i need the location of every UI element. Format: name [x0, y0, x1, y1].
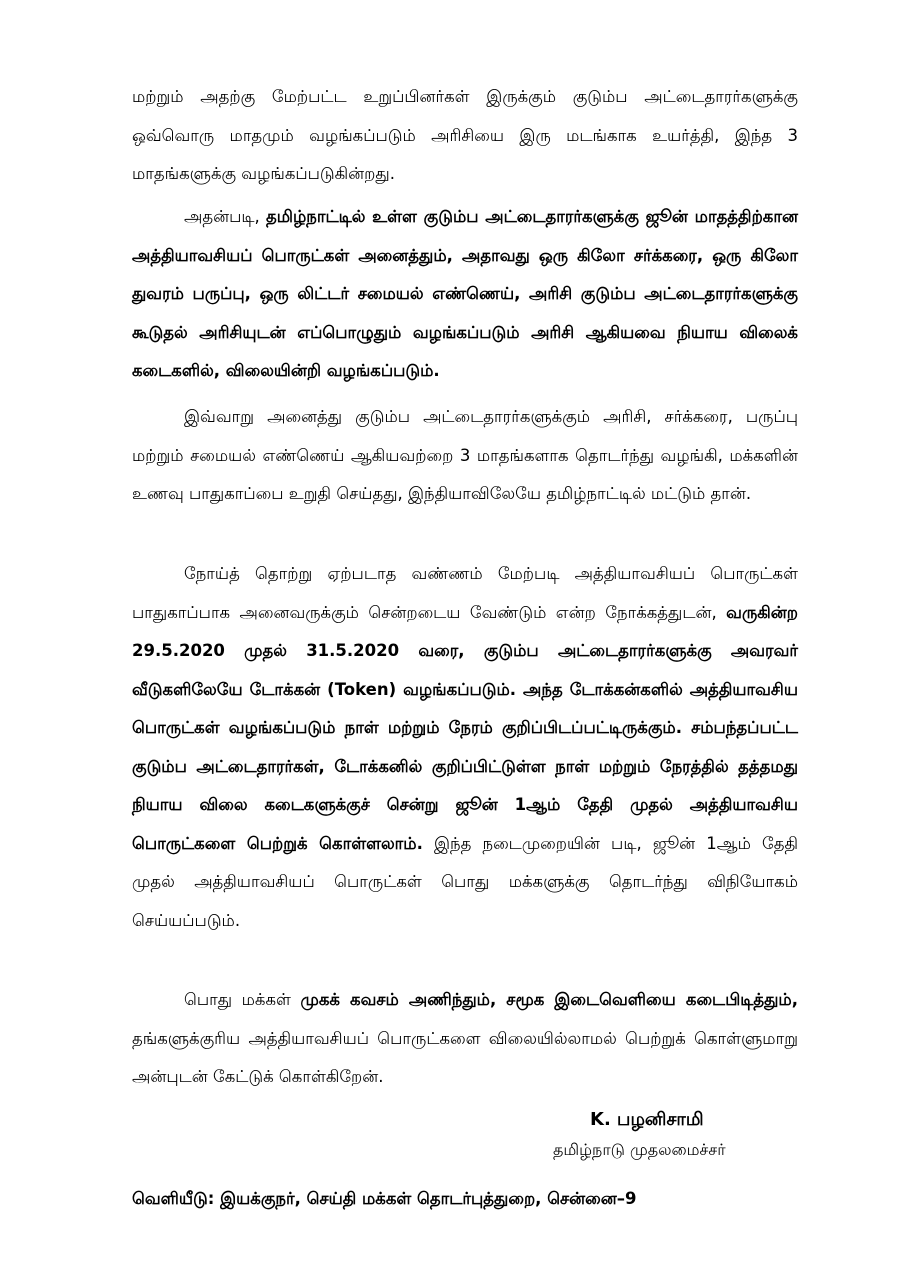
paragraph-rice-allocation: மற்றும் அதற்கு மேற்பட்ட உறுப்பினர்கள் இருக்கும் குடும்ப அட்டைதாரர்களுக்கு ஒவ்வொரு மாதமும் வழங்கப்படும் அரிசியை இரு மடங்காக உயர்த்தி, இந்த 3 மாதங்களுக்கு வழங்கப்படுகின்றது. — [132, 87, 798, 183]
release-footer: வெளியீடு: இயக்குநர், செய்தி மக்கள் தொடர்புத்துறை, சென்னை–9 — [132, 1189, 637, 1208]
signature-title: தமிழ்நாடு முதலமைச்சர் — [553, 1140, 726, 1159]
paragraph-public-request — [132, 981, 798, 1097]
signature-name: K. பழனிசாமி — [590, 1109, 704, 1130]
paragraph-lead: பொது மக்கள் — [184, 990, 301, 1009]
paragraph-lead: நோய்த் தொற்று ஏற்படாத வண்ணம் மேற்படி அத்தியாவசியப் பொருட்கள் பாதுகாப்பாக அனைவருக்கும் சென்றடைய வேண்டும் என்ற நோக்கத்துடன், — [132, 564, 798, 622]
paragraph-bold-essentials: தமிழ்நாட்டில் உள்ள குடும்ப அட்டைதாரர்களுக்கு ஜூன் மாதத்திற்கான அத்தியாவசியப் பொருட்கள் அனைத்தும், அதாவது ஒரு கிலோ சர்க்கரை, ஒரு கிலோ துவரம் பருப்பு, ஒரு லிட்டர் சமையல் எண்ணெய், அரிசி குடும்ப அட்டைதாரர்களுக்கு கூடுதல் அரிசியுடன் எப்பொழுதும் வழங்கப்படும் அரிசி ஆகியவை நியாய விலைக் கடைகளில், விலையின்றி வழங்கப்படும். — [132, 207, 798, 380]
paragraph-june-essentials — [132, 198, 798, 391]
paragraph-lead: அதன்படி, — [184, 207, 266, 226]
paragraph-food-security: இவ்வாறு அனைத்து குடும்ப அட்டைதாரர்களுக்கும் அரிசி, சர்க்கரை, பருப்பு மற்றும் சமையல் எண்ணெய் ஆகியவற்றை 3 மாதங்களாக தொடர்ந்து வழங்கி, மக்களின் உணவு பாதுகாப்பை உறுதி செய்தது, இந்தியாவிலேயே தமிழ்நாட்டில் மட்டும் தான். — [132, 407, 798, 503]
paragraph-tail: தங்களுக்குரிய அத்தியாவசியப் பொருட்களை விலையில்லாமல் பெற்றுக் கொள்ளுமாறு அன்புடன் கேட்டுக் கொள்கிறேன். — [132, 1028, 798, 1086]
paragraph-bold-token: வருகின்ற 29.5.2020 முதல் 31.5.2020 வரை, குடும்ப அட்டைதாரர்களுக்கு அவரவர் வீடுகளிலேயே டோக்கன் (Token) வழங்கப்படும். அந்த டோக்கன்களில் அத்தியாவசிய பொருட்கள் வழங்கப்படும் நாள் மற்றும் நேரம் குறிப்பிடப்பட்டிருக்கும். சம்பந்தப்பட்ட குடும்ப அட்டைதாரர்கள், டோக்கனில் குறிப்பிட்டுள்ள நாள் மற்றும் நேரத்தில் தத்தமது நியாய விலை கடைகளுக்குச் சென்று ஜூன் 1ஆம் தேதி முதல் அத்தியாவசிய பொருட்களை பெற்றுக் கொள்ளலாம். — [132, 602, 798, 853]
paragraph-tail: இந்த நடைமுறையின் படி, ஜூன் 1ஆம் தேதி முதல் அத்தியாவசியப் பொருட்கள் பொது மக்களுக்கு தொடர்ந்து விநியோகம் செய்யப்படும். — [132, 833, 798, 930]
paragraph-bold-mask: முகக் கவசம் அணிந்தும், சமூக இடைவெளியை கடைபிடித்தும், — [300, 990, 798, 1009]
paragraph-token-distribution — [132, 555, 798, 940]
